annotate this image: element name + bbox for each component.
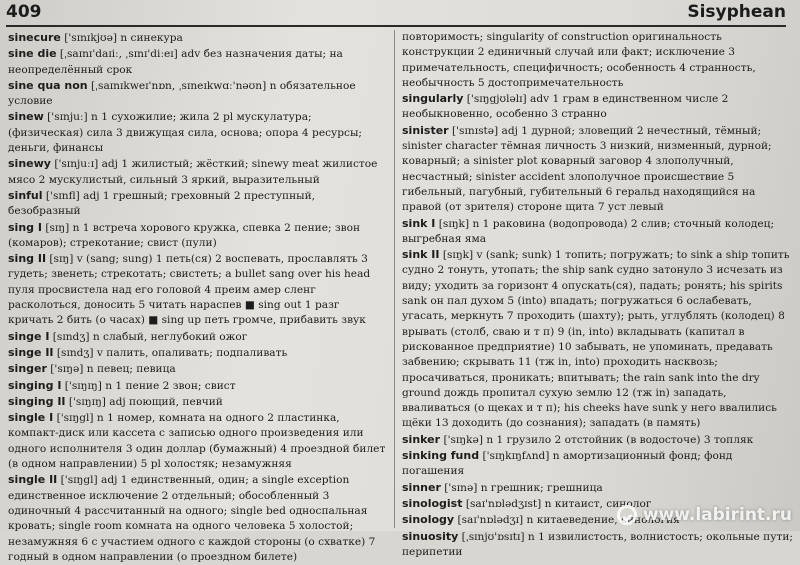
dictionary-entry xyxy=(8,156,386,188)
entry-definition: ['sɪnjuː] n 1 сухожилие; жила 2 pl мускулатура; (физическая) сила 3 движущая сила, основа; опора 4 ресурсы; деньги, финансы xyxy=(8,111,362,155)
entry-headword: sinology xyxy=(402,513,455,527)
page-header xyxy=(6,2,786,24)
entry-headword: sink I xyxy=(402,216,436,230)
entry-headword: sinner xyxy=(402,480,441,494)
entry-definition: ['sɪnə] n грешник; грешница xyxy=(444,481,603,494)
entry-definition: ['sɪŋɪŋ] adj поющий, певчий xyxy=(68,395,223,408)
entry-headword: sink II xyxy=(402,248,440,262)
entry-headword: singing II xyxy=(8,394,66,408)
entry-definition: ['sɪŋkə] n 1 грузило 2 отстойник (в водосточе) 3 топляк xyxy=(443,433,754,446)
labirint-logo-icon xyxy=(617,505,637,525)
entry-definition: ['sɪŋgjʊləlɪ] adv 1 грам в единственном числе 2 необыкновенно, особенно 3 странно xyxy=(402,93,729,121)
entry-definition: ['sɪŋgl] n 1 номер, комната на одного 2 пластинка, компакт-диск или кассета с записью одного произведения или одного исполнителя 3 один доллар (бумажный) 4 проездной билет (в одном направлении) 5 pl холостяк; незамужняя xyxy=(8,412,386,471)
entry-definition: [saɪ'nɒlədʒɪst] n китаист, синолог xyxy=(465,497,652,510)
entry-headword: singing I xyxy=(8,378,62,392)
entry-headword: sinking fund xyxy=(402,449,480,463)
watermark xyxy=(617,505,792,525)
header-rule xyxy=(6,25,786,27)
entry-headword: sinister xyxy=(402,123,449,137)
page-number: 409 xyxy=(6,2,42,22)
entry-definition: [saɪ'nɒlədʒɪ] n китаеведение, синология xyxy=(457,514,680,527)
entry-definition: ['sɪŋkɪŋfʌnd] n амортизационный фонд; фонд погашения xyxy=(402,450,733,478)
entry-definition: [sɪŋ] n 1 встреча хорового кружка, спевка 2 пение; звон (комаров); стрекотание; свист (пули) xyxy=(8,221,361,249)
dictionary-entry xyxy=(8,46,386,78)
dictionary-entry xyxy=(8,78,386,110)
entry-definition: [sɪndʒ] v палить, опаливать; подпаливать xyxy=(56,346,288,359)
dictionary-entry xyxy=(8,345,386,361)
dictionary-entry xyxy=(8,251,386,328)
entry-definition: [ˌsaɪnɪ'daɪiː, ˌsɪnɪ'diːeɪ] adv без назначения даты; на неопределённый срок xyxy=(8,48,343,76)
entry-definition: ['sɪŋɪŋ] n 1 пение 2 звон; свист xyxy=(64,379,236,392)
dictionary-entry xyxy=(402,216,794,248)
entry-headword: sinful xyxy=(8,188,43,202)
entry-definition: ['sɪnfl] adj 1 грешный; греховный 2 преступный, безобразный xyxy=(8,189,316,218)
entry-definition: [ˌsaɪnɪkweɪ'nɒn, ˌsɪneɪkwɑː'nəʊn] n обязательное условие xyxy=(8,79,356,108)
entry-definition: ['sɪŋə] n певец; певица xyxy=(50,363,176,376)
entry-headword: single I xyxy=(8,411,54,425)
dictionary-entry xyxy=(8,329,386,345)
entry-definition: [sɪŋ] v (sang; sung) 1 петь(ся) 2 воспевать, прославлять 3 гудеть; звенеть; стрекотать; свистеть; a bullet sang over his head пуля просвистела над его головой 4 преим амер сленг расколоться, доносить 5 читать нараспев ■ sing out 1 разг кричать 2 бить (о часах) ■ sing up петь громче, прибавить звук xyxy=(8,253,371,327)
dictionary-entry xyxy=(402,448,794,480)
column-divider xyxy=(394,30,395,528)
dictionary-entry xyxy=(8,220,386,252)
entry-definition: повторимость; singularity of construction оригинальность конструкции 2 единичный случай или факт; исключение 3 примечательность, специфичность; особенность 4 странность, необычность 5 достопримечательность xyxy=(402,31,756,89)
entry-headword: sing I xyxy=(8,220,42,234)
entry-headword: sinewy xyxy=(8,157,51,171)
entry-headword: single II xyxy=(8,473,58,487)
right-column xyxy=(402,30,794,558)
dictionary-entry xyxy=(402,91,794,123)
dictionary-entry xyxy=(402,529,794,561)
dictionary-entry xyxy=(402,480,794,496)
entry-definition: [sɪndʒ] n слабый, неглубокий ожог xyxy=(52,330,248,343)
entry-headword: sine die xyxy=(8,47,57,61)
entry-definition: [sɪŋk] n 1 раковина (водопровода) 2 слив; сточный колодец; выгребная яма xyxy=(402,217,775,245)
entry-definition: ['sɪnɪkjʊə] n синекура xyxy=(64,32,183,44)
entry-headword: sinecure xyxy=(8,31,61,44)
entry-headword: singularly xyxy=(402,92,464,106)
guide-word: Sisyphean xyxy=(687,2,786,22)
entry-headword: sinker xyxy=(402,432,441,446)
entry-headword: singe I xyxy=(8,329,50,343)
dictionary-entry xyxy=(402,30,794,91)
dictionary-entry xyxy=(8,378,386,394)
entry-headword: sing II xyxy=(8,252,47,266)
dictionary-entry xyxy=(8,410,386,472)
dictionary-entry xyxy=(8,361,386,377)
dictionary-entry xyxy=(402,247,794,432)
entry-headword: sinuosity xyxy=(402,529,459,543)
dictionary-entry xyxy=(8,109,386,156)
entry-headword: singer xyxy=(8,362,47,376)
entry-definition: ['sɪnɪstə] adj 1 дурной; зловещий 2 нечестный, тёмный; sinister character тёмная личность 3 низкий, низменный, дурной; коварный; a sinister plot коварный заговор 4 злополучный, несчастный; sinister accident злополучное происшествие 5 гибельный, пагубный, губительный 6 геральд находящийся на правой (от зрителя) стороне щита 7 уст левый xyxy=(402,124,772,214)
entry-headword: sine qua non xyxy=(8,78,88,92)
entry-definition: [ˌsɪnjʊ'ɒsɪtɪ] n 1 извилистость, волнистость; окольные пути; перипетии xyxy=(402,530,793,558)
dictionary-entry xyxy=(8,472,386,565)
entry-headword: sinologist xyxy=(402,496,463,510)
entry-definition: ['sɪŋgl] adj 1 единственный, один; a single exception единственное исключение 2 отдельный; обособленный 3 одиночный 4 рассчитанный на одного; single bed односпальная кровать; single room комната на одного человека 5 холостой; незамужняя 6 с участием одного с каждой стороны (о схватке) 7 годный в одном направлении (о проездном билете) xyxy=(8,474,376,563)
entry-definition: [sɪŋk] v (sank; sunk) 1 топить; погружать; to sink a ship топить судно 2 тонуть, утопать; the ship sank судно затонуло 3 исчезать из виду; уходить за горизонт 4 опускать(ся), падать; ронять; his spirits sank он пал духом 5 (into) впадать; погружаться 6 ослабевать, угасать, меркнуть 7 проходить (шахту); рыть, углублять (колодец) 8 врывать (столб, сваю и т п) 9 (in, into) вкладывать (капитал в рискованное предприятие) 10 забывать, не упоминать, предавать забвению; скрывать 11 (тж in, into) проходить насквозь; просачиваться, проникать; впитывать; the rain sank into the dry ground дождь пропитал сухую землю 12 (тж in) западать, вваливаться (о щеках и т п); his cheeks have sunk у него ввалились щёки 13 доходить (до сознания); западать (в память) xyxy=(402,249,790,430)
entry-headword: singe II xyxy=(8,345,54,359)
dictionary-entry xyxy=(402,123,794,216)
entry-definition: ['sɪnjuːɪ] adj 1 жилистый; жёсткий; sinewy meat жилистое мясо 2 мускулистый, сильный 3 яркий, выразительный xyxy=(8,158,378,186)
dictionary-entry xyxy=(8,188,386,220)
dictionary-entry xyxy=(402,432,794,448)
entry-headword: sinew xyxy=(8,110,44,124)
dictionary-entry xyxy=(8,394,386,410)
watermark-text: www.labirint.ru xyxy=(642,505,792,525)
left-column xyxy=(8,30,386,563)
dictionary-entry xyxy=(8,30,386,46)
